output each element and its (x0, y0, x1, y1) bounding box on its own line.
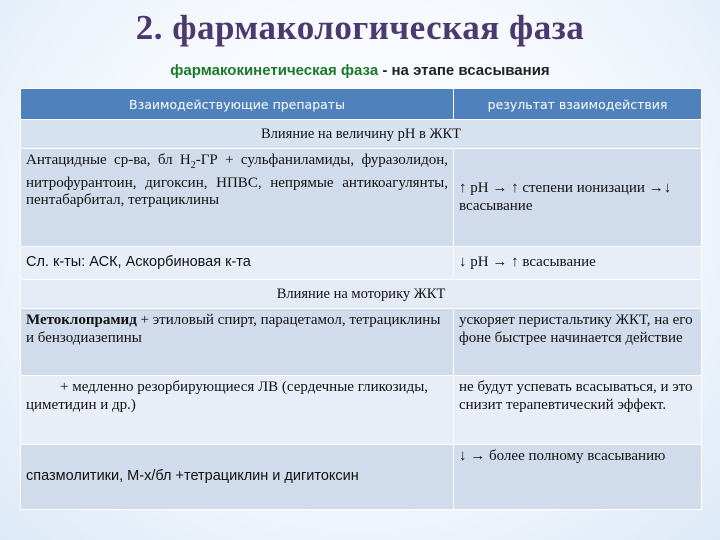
cell-metoclopramide-result: ускоряет перистальтику ЖКТ, на его фоне быстрее начинается действие (454, 309, 702, 376)
slide-title: 2. фармакологическая фаза (135, 8, 585, 47)
cell-weak-acids-result: ↓ рН → ↑ всасывание (454, 247, 702, 280)
table-row (21, 376, 702, 445)
cell-weak-acids: Сл. к-ты: АСК, Аскорбиновая к-та (21, 247, 454, 280)
interaction-table (20, 88, 702, 510)
table-header-row (21, 89, 702, 120)
cell-antacids (21, 149, 454, 247)
cell-spasmolytics: спазмолитики, М-х/бл +тетрациклин и дигитоксин (21, 445, 454, 510)
subtitle-stage: - на этапе всасывания (378, 62, 550, 79)
subtitle-phase: фармакокинетическая фаза (170, 62, 379, 79)
cell-slow-absorbing-result: не будут успевать всасываться, и это снизит терапевтический эффект. (454, 376, 702, 445)
cell-antacids-text-b: -ГР + сульфаниламиды, фуразолидон, нитрофурантоин, дигоксин, НПВС, непрямые антикоагулянты, пентабарбитал, тетрациклины (26, 152, 449, 208)
cell-slow-absorbing: + медленно резорбирующиеся ЛВ (сердечные гликозиды, циметидин и др.) (21, 376, 454, 445)
header-result: результат взаимодействия (454, 89, 702, 120)
cell-spasmolytics-result: ↓ → более полному всасыванию (454, 445, 702, 510)
cell-antacids-text-a: Антацидные ср-ва, бл Н (26, 152, 191, 168)
metoclopramide-label: Метоклопрамид (26, 312, 137, 328)
section-motility-title: Влияние на моторику ЖКТ (21, 280, 702, 309)
section-row (21, 280, 702, 309)
header-drugs: Взаимодействующие препараты (21, 89, 454, 120)
metoclopramide-text: + этиловый спирт, парацетамол, тетрациклины и бензодиазепины (26, 312, 441, 346)
table-row (21, 309, 702, 376)
slide-subtitle (0, 62, 720, 79)
table-row (21, 247, 702, 280)
cell-metoclopramide (21, 309, 454, 376)
table-row (21, 149, 702, 247)
cell-antacids-sub: 2 (190, 160, 196, 171)
table-row (21, 445, 702, 510)
cell-antacids-result: ↑ рН → ↑ степени ионизации →↓ всасывание (454, 149, 702, 247)
section-row (21, 120, 702, 149)
section-ph-title: Влияние на величину рН в ЖКТ (21, 120, 702, 149)
